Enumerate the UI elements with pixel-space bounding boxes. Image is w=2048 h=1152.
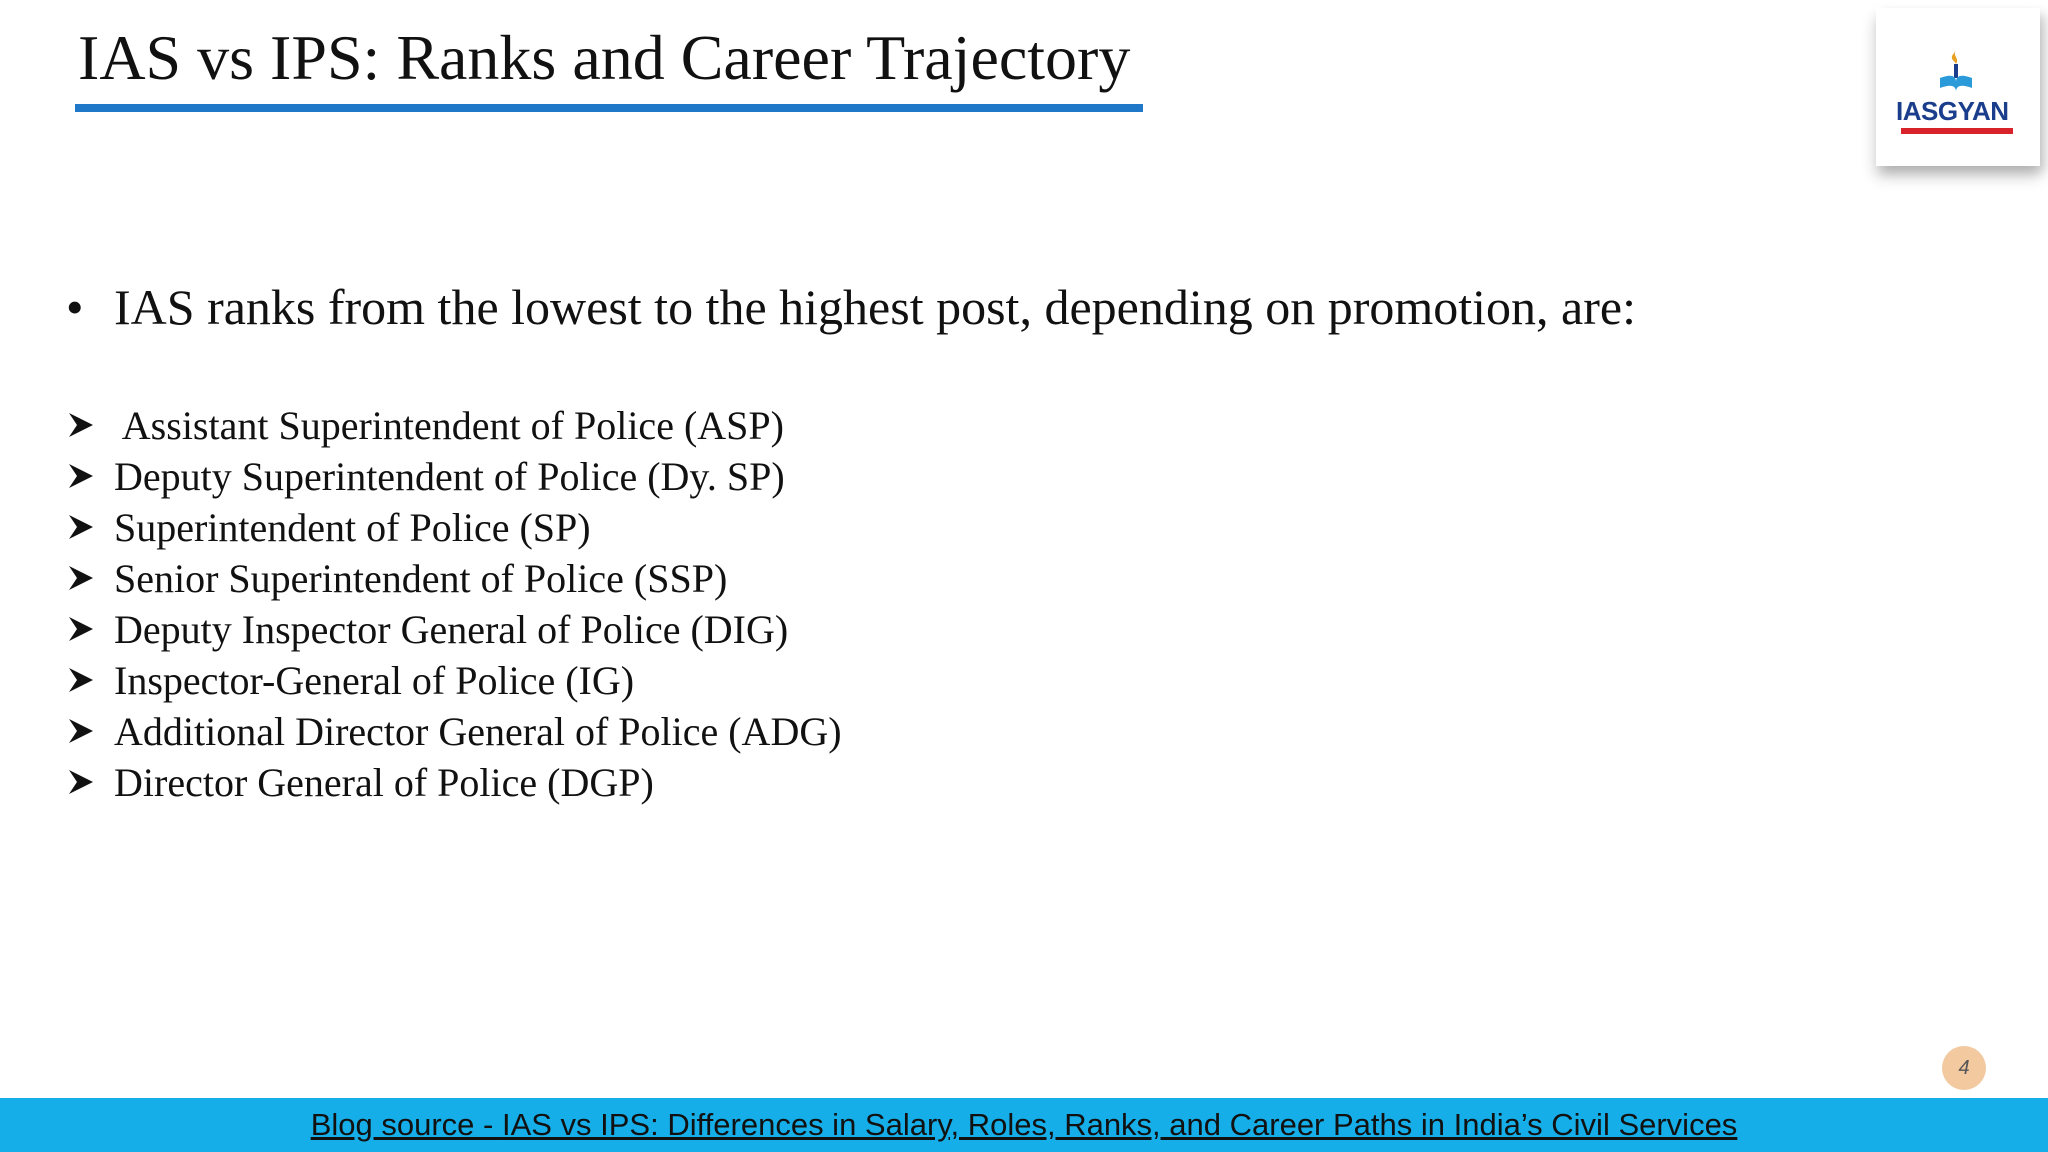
- page-number-badge: 4: [1942, 1046, 1986, 1090]
- arrowhead-bullet-icon: [66, 706, 114, 757]
- list-item: [66, 553, 842, 604]
- arrowhead-bullet-icon: [66, 502, 114, 553]
- arrowhead-bullet-icon: [66, 757, 114, 808]
- blog-source-prefix-link[interactable]: Blog source -: [310, 1107, 502, 1142]
- bullet-dot-icon: •: [66, 279, 84, 335]
- blog-source-link[interactable]: IAS vs IPS: Differences in Salary, Roles, Ranks, and Career Paths in India’s Civil Services: [501, 1107, 1738, 1142]
- rank-label: Deputy Inspector General of Police (DIG): [114, 607, 789, 652]
- list-item: [66, 604, 842, 655]
- slide-title: IAS vs IPS: Ranks and Career Trajectory: [78, 22, 1131, 93]
- torch-book-logo-icon: [1936, 48, 1976, 94]
- arrowhead-bullet-icon: [66, 604, 114, 655]
- logo-text: IASGYAN: [1896, 96, 2009, 126]
- logo-card: [1876, 8, 2040, 166]
- arrowhead-bullet-icon: [66, 400, 114, 451]
- arrowhead-bullet-icon: [66, 451, 114, 502]
- rank-list: [66, 400, 842, 808]
- arrowhead-bullet-icon: [66, 553, 114, 604]
- footer-source: [0, 1104, 2048, 1146]
- rank-label: Assistant Superintendent of Police (ASP): [114, 403, 784, 448]
- list-item: [66, 451, 842, 502]
- list-item: [66, 706, 842, 757]
- arrowhead-bullet-icon: [66, 655, 114, 706]
- list-item: [66, 655, 842, 706]
- rank-label: Inspector-General of Police (IG): [114, 658, 635, 703]
- list-item: [66, 757, 842, 808]
- rank-label: Senior Superintendent of Police (SSP): [114, 556, 728, 601]
- logo: [1876, 8, 2040, 166]
- list-item: [66, 400, 842, 451]
- title-underline: [75, 104, 1143, 112]
- rank-label: Superintendent of Police (SP): [114, 505, 591, 550]
- intro-bullet: [66, 276, 1636, 338]
- intro-text: IAS ranks from the lowest to the highest post, depending on promotion, are:: [114, 279, 1636, 335]
- rank-label: Deputy Superintendent of Police (Dy. SP): [114, 454, 785, 499]
- rank-label: Director General of Police (DGP): [114, 760, 654, 805]
- list-item: [66, 502, 842, 553]
- rank-label: Additional Director General of Police (ADG): [114, 709, 842, 754]
- logo-tagline-bar: [1901, 128, 2013, 134]
